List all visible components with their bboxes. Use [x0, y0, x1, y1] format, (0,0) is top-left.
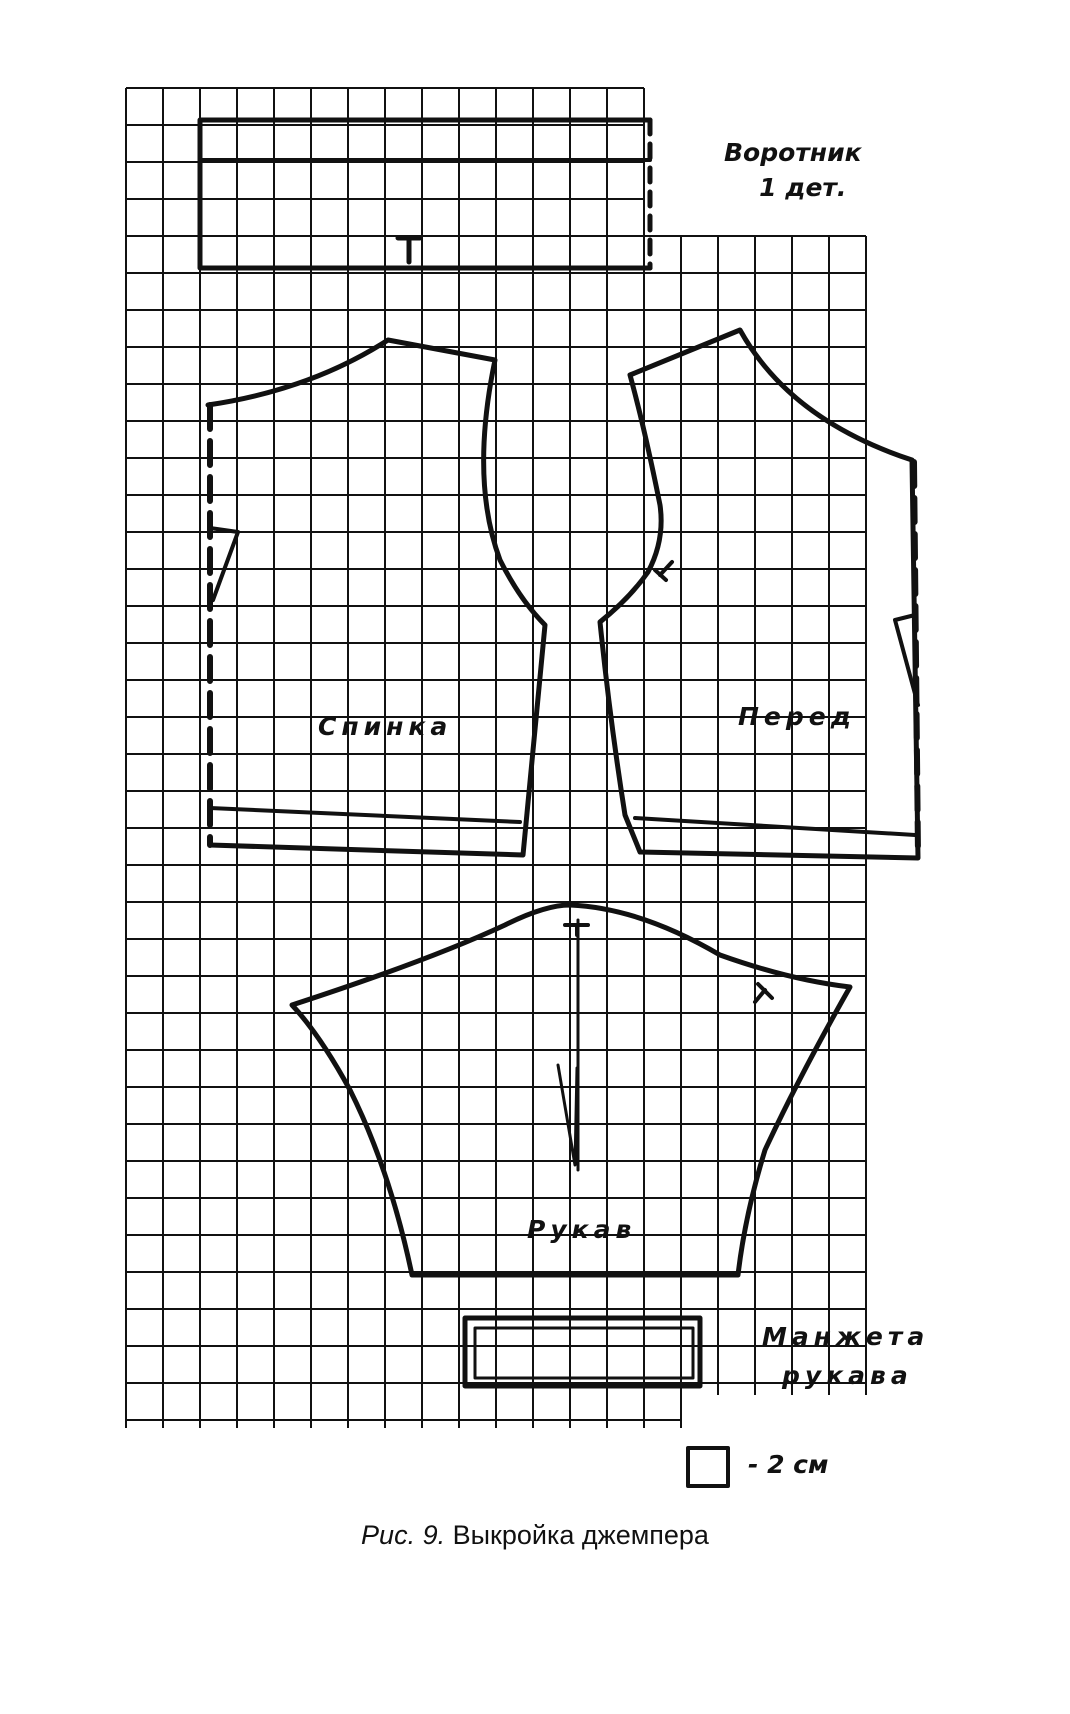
pattern-grid	[126, 88, 866, 1428]
caption-prefix: Рис. 9.	[361, 1520, 446, 1550]
sleeve-side-notch	[755, 984, 772, 1002]
sleeve-label: Рукав	[527, 1215, 637, 1244]
cuff-label-line1: Манжета	[762, 1322, 930, 1351]
collar-label	[724, 138, 862, 202]
cuff-label	[762, 1322, 929, 1390]
front-hem	[635, 818, 915, 835]
front-label: Перед	[738, 702, 856, 731]
back-piece	[208, 340, 545, 855]
collar-label-line2: 1 дет.	[759, 173, 847, 202]
front-piece	[600, 330, 918, 858]
back-hem	[210, 808, 520, 822]
collar-notch-mark	[398, 238, 420, 262]
cuff-label-line2: рукава	[782, 1361, 913, 1390]
pattern-pieces	[200, 120, 918, 1486]
sleeve-top-notch	[565, 925, 588, 935]
front-notch-mark	[655, 562, 672, 580]
back-dart	[210, 528, 238, 600]
scale-label: - 2 см	[748, 1450, 829, 1479]
caption-text: Выкройка джемпера	[452, 1520, 709, 1550]
sleeve-dart	[558, 1065, 577, 1165]
scale-square-icon	[688, 1448, 728, 1486]
back-label: Спинка	[318, 712, 453, 741]
collar-piece	[200, 120, 650, 268]
cuff-piece	[465, 1318, 700, 1386]
collar-label-line1: Воротник	[724, 138, 862, 167]
figure-caption	[0, 1520, 1070, 1551]
